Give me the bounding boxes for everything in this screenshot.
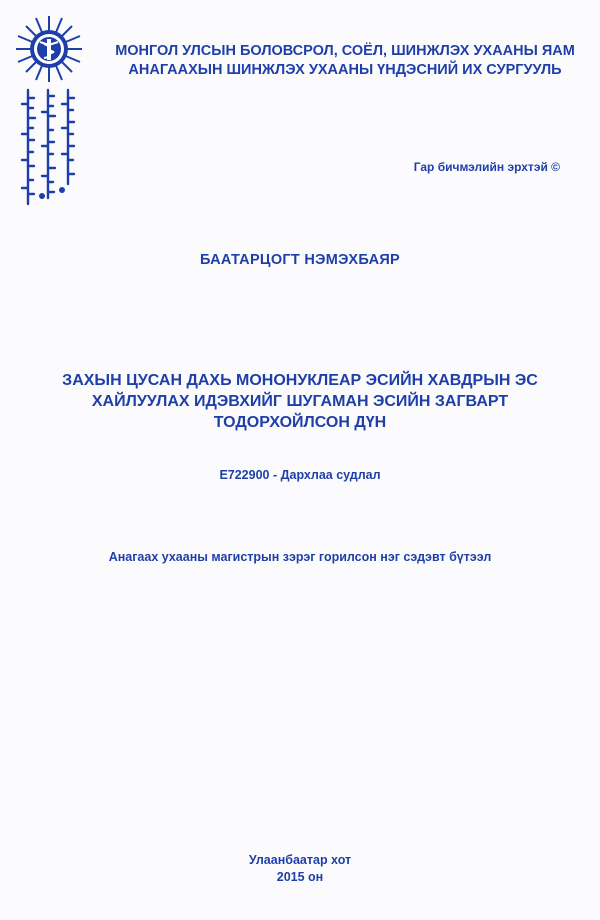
thesis-title [30,370,570,433]
mongolian-script-icon [14,84,84,212]
specialty-code: E722900 - Дархлаа судлал [219,468,381,482]
degree-statement: Анагаах ухааны магистрын зэрэг горилсон нэг сэдэвт бүтээл [108,550,492,564]
university-emblem-icon [14,14,84,84]
copyright-notice: Гар бичмэлийн эрхтэй © [413,160,560,174]
year: 2015 он [276,870,324,884]
title-line-3: ТОДОРХОЙЛСОН ДҮН [213,414,387,431]
university-header [100,42,590,80]
ministry-name: МОНГОЛ УЛСЫН БОЛОВСРОЛ, СОЁЛ, ШИНЖЛЭХ УХААНЫ ЯАМ [115,43,575,59]
place-and-year [0,852,600,886]
university-name: АНАГААХЫН ШИНЖЛЭХ УХААНЫ ҮНДЭСНИЙ ИХ СУРГУУЛЬ [128,62,562,78]
university-logo [14,14,84,214]
city: Улаанбаатар хот [248,853,352,867]
author-name: БААТАРЦОГТ НЭМЭХБАЯР [199,252,401,268]
title-line-1: ЗАХЫН ЦУСАН ДАХЬ МОНОНУКЛЕАР ЭСИЙН ХАВДРЫН ЭС [62,372,538,389]
title-line-2: ХАЙЛУУЛАХ ИДЭВХИЙГ ШУГАМАН ЭСИЙН ЗАГВАРТ [91,393,509,410]
